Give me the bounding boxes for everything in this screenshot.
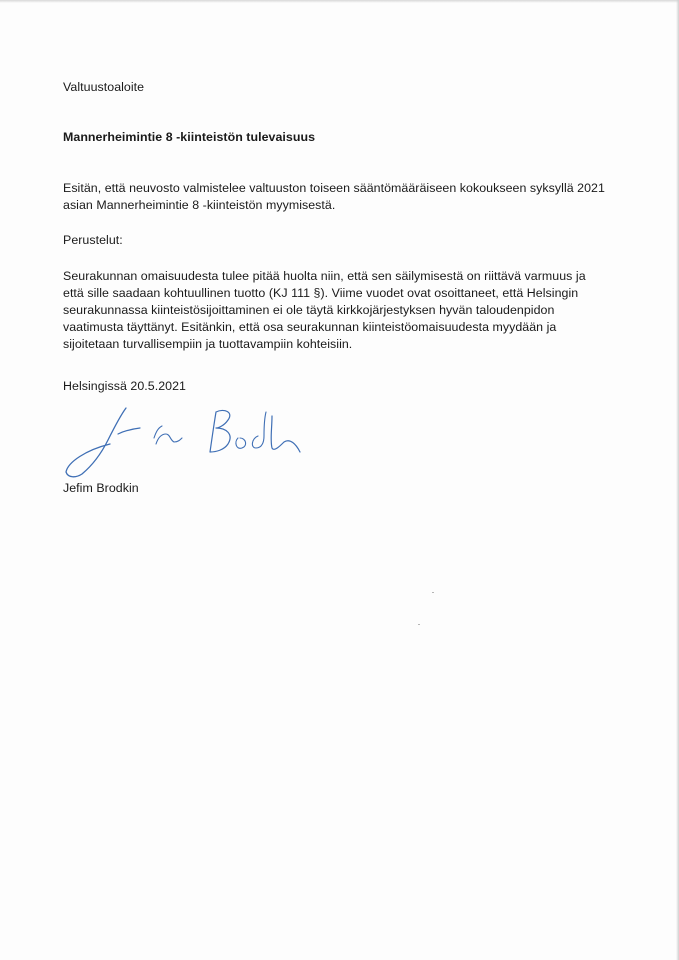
basis-line: Seurakunnan omaisuudesta tulee pitää huolta niin, että sen säilymisestä on riittävä varmuus ja xyxy=(63,269,586,283)
page-top-edge xyxy=(0,0,679,3)
proposal-line: Esitän, että neuvosto valmistelee valtuuston toiseen sääntömääräiseen kokoukseen syksyllä 2021 xyxy=(63,181,605,195)
document-title: Mannerheimintie 8 -kiinteistön tulevaisuus xyxy=(63,130,316,144)
scan-speck xyxy=(418,624,420,625)
proposal-line: asian Mannerheimintie 8 -kiinteistön myymisestä. xyxy=(63,198,336,212)
basis-line: sijoitetaan turvallisempiin ja tuottavampiin kohteisiin. xyxy=(63,337,353,351)
basis-line: seurakunnassa kiinteistösijoittaminen ei ole täytä kirkkojärjestyksen hyvän taloudenpidon xyxy=(63,303,555,317)
basis-line: vaatimusta täyttänyt. Esitänkin, että osa seurakunnan kiinteistöomaisuudesta myydään ja xyxy=(63,320,557,334)
handwritten-signature xyxy=(58,398,308,480)
document-type-label: Valtuustoaloite xyxy=(63,80,145,94)
place-and-date: Helsingissä 20.5.2021 xyxy=(63,379,186,393)
basis-heading: Perustelut: xyxy=(63,233,123,247)
basis-line: että sille saadaan kohtuullinen tuotto (KJ 111 §). Viime vuodet ovat osoittaneet, että Helsingin xyxy=(63,286,579,300)
scan-speck xyxy=(432,592,434,593)
signer-name: Jefim Brodkin xyxy=(63,481,139,495)
